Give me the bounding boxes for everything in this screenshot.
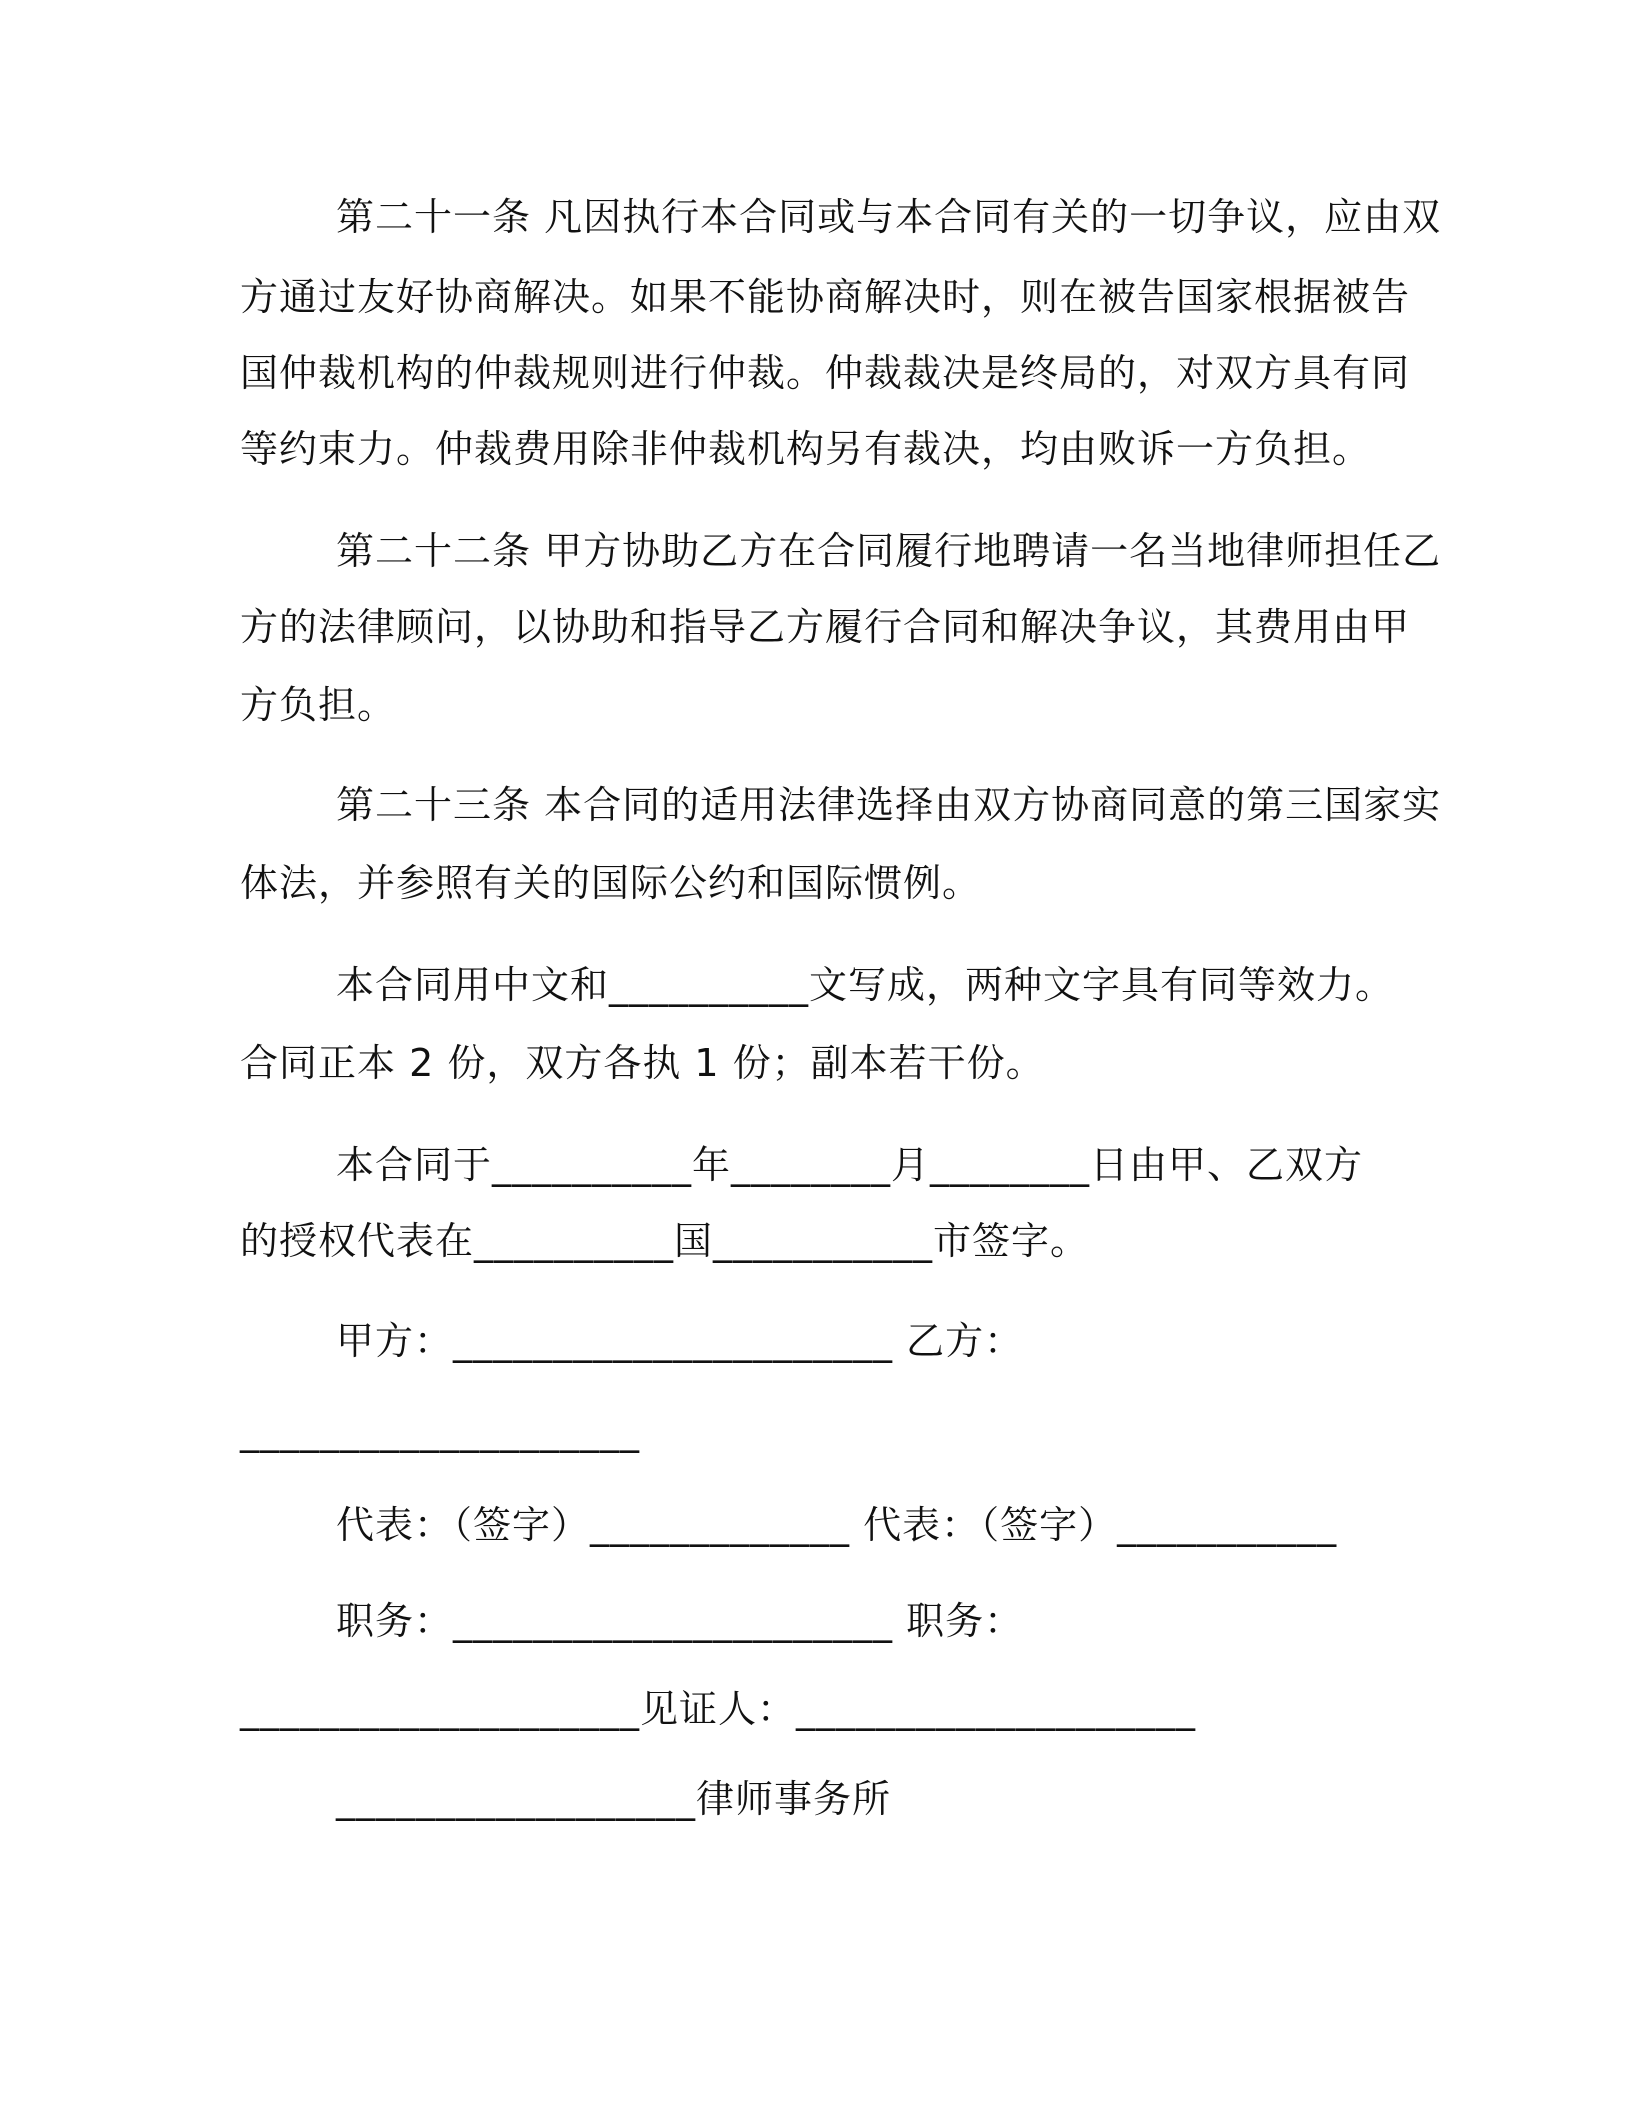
article-23-line-2: 体法，并参照有关的国际公约和国际惯例。 bbox=[240, 861, 982, 905]
party-b-blank: ____________________ bbox=[240, 1409, 640, 1453]
article-22-line-1: 第二十二条 甲方协助乙方在合同履行地聘请一名当地律师担任乙 bbox=[336, 529, 1442, 573]
law-firm-line: __________________律师事务所 bbox=[336, 1777, 892, 1821]
article-21-line-3: 国仲裁机构的仲裁规则进行仲裁。仲裁裁决是终局的，对双方具有同 bbox=[240, 351, 1411, 395]
parties-line: 甲方：______________________ 乙方： bbox=[336, 1319, 1024, 1363]
positions-line: 职务：______________________ 职务： bbox=[336, 1599, 1024, 1643]
witness-line: ____________________见证人：____________________ bbox=[240, 1687, 1197, 1731]
article-21-line-2: 方通过友好协商解决。如果不能协商解决时，则在被告国家根据被告 bbox=[240, 275, 1411, 319]
signing-line-1: 本合同于__________年________月________日由甲、乙双方 bbox=[336, 1143, 1364, 1187]
article-21-line-1: 第二十一条 凡因执行本合同或与本合同有关的一切争议，应由双 bbox=[336, 195, 1442, 239]
article-22-line-3: 方负担。 bbox=[240, 683, 397, 727]
signing-line-2: 的授权代表在__________国___________市签字。 bbox=[240, 1219, 1090, 1263]
article-21-line-4: 等约束力。仲裁费用除非仲裁机构另有裁决，均由败诉一方负担。 bbox=[240, 427, 1372, 471]
representatives-line: 代表：（签字）_____________ 代表：（签字）___________ bbox=[336, 1503, 1338, 1547]
language-line-2: 合同正本 2 份，双方各执 1 份；副本若干份。 bbox=[240, 1041, 1045, 1085]
article-23-line-1: 第二十三条 本合同的适用法律选择由双方协商同意的第三国家实 bbox=[336, 783, 1442, 827]
article-22-line-2: 方的法律顾问，以协助和指导乙方履行合同和解决争议，其费用由甲 bbox=[240, 605, 1411, 649]
language-line-1: 本合同用中文和__________文写成，两种文字具有同等效力。 bbox=[336, 963, 1395, 1007]
